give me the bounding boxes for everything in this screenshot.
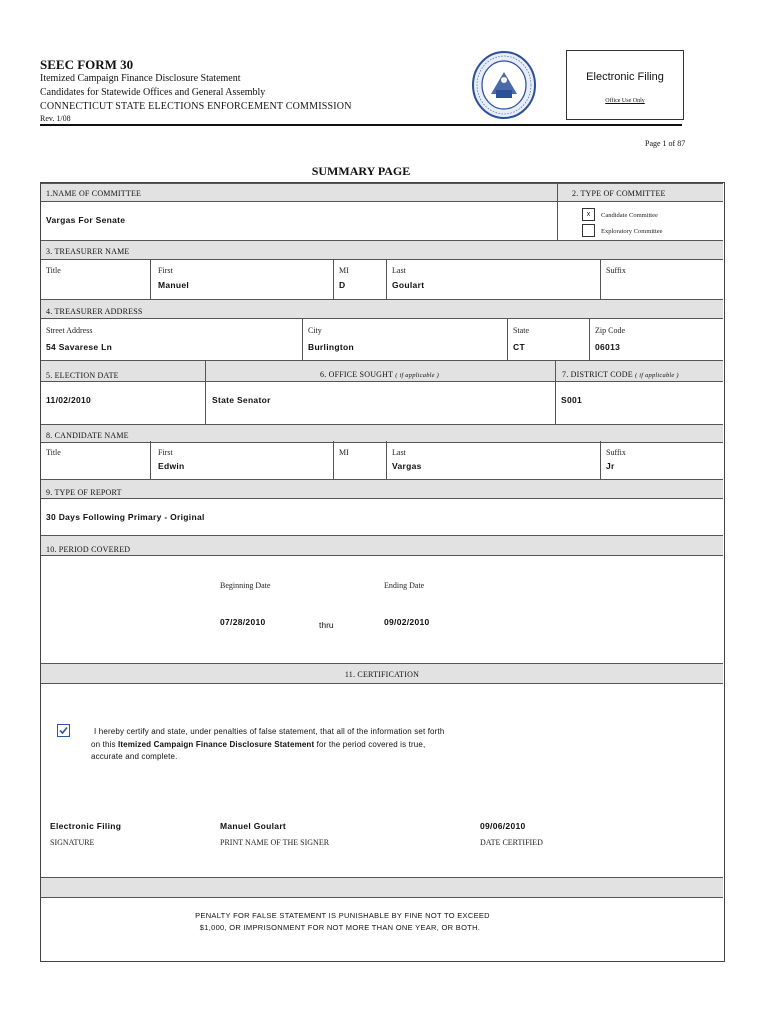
section-10-header <box>41 535 723 556</box>
divider <box>333 441 334 479</box>
section-4-label: 4. TREASURER ADDRESS <box>46 307 143 316</box>
street-value: 54 Savarese Ln <box>46 342 113 352</box>
exploratory-committee-label: Exploratory Committee <box>601 228 663 235</box>
exploratory-committee-checkbox[interactable] <box>582 224 595 237</box>
signer-name-label: PRINT NAME OF THE SIGNER <box>220 838 330 847</box>
treasurer-last-value: Goulart <box>392 280 425 290</box>
candidate-committee-label: Candidate Committee <box>601 212 658 219</box>
section-2-label: 2. TYPE OF COMMITTEE <box>572 189 666 198</box>
section-6-label <box>320 370 439 379</box>
divider <box>386 259 387 299</box>
signature-label: SIGNATURE <box>50 838 95 847</box>
divider <box>205 360 206 424</box>
zip-value: 06013 <box>595 342 621 352</box>
section-6-note: ( if applicable ) <box>395 372 439 379</box>
election-date-value: 11/02/2010 <box>46 395 92 405</box>
state-value: CT <box>513 342 525 352</box>
thru-label: thru <box>319 620 334 630</box>
summary-page-title: SUMMARY PAGE <box>311 164 411 178</box>
certify-checkbox[interactable] <box>57 724 70 737</box>
certification-line-2a: on this <box>91 740 118 749</box>
page-indicator: Page 1 of 87 <box>645 139 686 148</box>
section-9-header <box>41 479 723 499</box>
certification-line-3: accurate and complete. <box>91 752 178 761</box>
divider <box>555 360 556 424</box>
checkmark-icon <box>58 725 69 736</box>
penalty-line-1: PENALTY FOR FALSE STATEMENT IS PUNISHABLE BY FINE NOT TO EXCEED <box>195 911 490 920</box>
candidate-mi-label: MI <box>339 448 349 457</box>
section-7-note: ( if applicable ) <box>635 372 679 379</box>
divider <box>386 441 387 479</box>
beginning-date-label: Beginning Date <box>220 581 271 590</box>
candidate-first-label: First <box>158 448 173 457</box>
treasurer-first-label: First <box>158 266 173 275</box>
section-8-label: 8. CANDIDATE NAME <box>46 431 129 440</box>
candidate-last-label: Last <box>392 448 406 457</box>
candidate-committee-checkbox[interactable]: x <box>582 208 595 221</box>
section-6-label-text: 6. OFFICE SOUGHT <box>320 370 394 379</box>
certification-line-2 <box>91 740 425 749</box>
office-use-title: Electronic Filing <box>586 71 664 83</box>
section-3-header <box>41 240 723 260</box>
section-7-label-text: 7. DISTRICT CODE <box>562 370 633 379</box>
section-7-label <box>562 370 679 379</box>
treasurer-mi-label: MI <box>339 266 349 275</box>
city-label: City <box>308 326 322 335</box>
treasurer-suffix-label: Suffix <box>606 266 626 275</box>
divider <box>150 259 151 299</box>
section-5-label: 5. ELECTION DATE <box>46 371 119 380</box>
treasurer-first-value: Manuel <box>158 280 190 290</box>
divider <box>557 183 558 240</box>
signature-value: Electronic Filing <box>50 821 122 831</box>
divider <box>150 441 151 479</box>
signer-name-value: Manuel Goulart <box>220 821 287 831</box>
beginning-date-value: 07/28/2010 <box>220 617 266 627</box>
header-rule <box>40 124 682 126</box>
candidate-suffix-label: Suffix <box>606 448 626 457</box>
section-11-label: 11. CERTIFICATION <box>344 670 420 679</box>
section-10-label: 10. PERIOD COVERED <box>46 545 131 554</box>
street-label: Street Address <box>46 326 93 335</box>
penalty-line-2: $1,000, OR IMPRISONMENT FOR NOT MORE THAN ONE YEAR, OR BOTH. <box>199 923 481 932</box>
ending-date-label: Ending Date <box>384 581 425 590</box>
form-subtitle-2: Candidates for Statewide Offices and General Assembly <box>40 87 266 98</box>
section-1-label: 1.NAME OF COMMITTEE <box>46 189 142 198</box>
divider <box>600 441 601 479</box>
city-value: Burlington <box>308 342 354 352</box>
district-code-value: S001 <box>561 395 583 405</box>
form-subtitle-3: CONNECTICUT STATE ELECTIONS ENFORCEMENT COMMISSION <box>40 101 352 112</box>
committee-name-value: Vargas For Senate <box>46 215 126 225</box>
certification-statement-name: Itemized Campaign Finance Disclosure Statement <box>118 740 315 749</box>
treasurer-last-label: Last <box>392 266 406 275</box>
candidate-first-value: Edwin <box>158 461 185 471</box>
report-type-value: 30 Days Following Primary - Original <box>46 512 205 522</box>
section-4-header <box>41 299 723 319</box>
form-revision: Rev. 1/08 <box>40 114 71 123</box>
zip-label: Zip Code <box>595 326 625 335</box>
candidate-title-label: Title <box>46 448 61 457</box>
candidate-suffix-value: Jr <box>606 461 615 471</box>
section-9-label: 9. TYPE OF REPORT <box>46 488 122 497</box>
divider <box>333 259 334 299</box>
divider <box>302 318 303 360</box>
state-label: State <box>513 326 529 335</box>
date-certified-label: DATE CERTIFIED <box>480 838 543 847</box>
office-use-box <box>566 50 684 120</box>
treasurer-mi-value: D <box>339 280 346 290</box>
section-8-header <box>41 424 723 443</box>
certification-line-2c: for the period covered is true, <box>314 740 426 749</box>
penalty-header <box>41 877 723 898</box>
divider <box>507 318 508 360</box>
divider <box>589 318 590 360</box>
form-title: SEEC FORM 30 <box>40 57 134 72</box>
certification-line-1: I hereby certify and state, under penalties of false statement, that all of the information set forth <box>94 727 445 736</box>
section-3-label: 3. TREASURER NAME <box>46 247 130 256</box>
candidate-last-value: Vargas <box>392 461 422 471</box>
office-sought-value: State Senator <box>212 395 271 405</box>
divider <box>600 259 601 299</box>
ending-date-value: 09/02/2010 <box>384 617 430 627</box>
office-use-note: Office Use Only <box>605 98 645 104</box>
treasurer-title-label: Title <box>46 266 61 275</box>
form-subtitle-1: Itemized Campaign Finance Disclosure Statement <box>40 73 241 84</box>
state-seal-icon <box>471 50 537 120</box>
date-certified-value: 09/06/2010 <box>480 821 526 831</box>
